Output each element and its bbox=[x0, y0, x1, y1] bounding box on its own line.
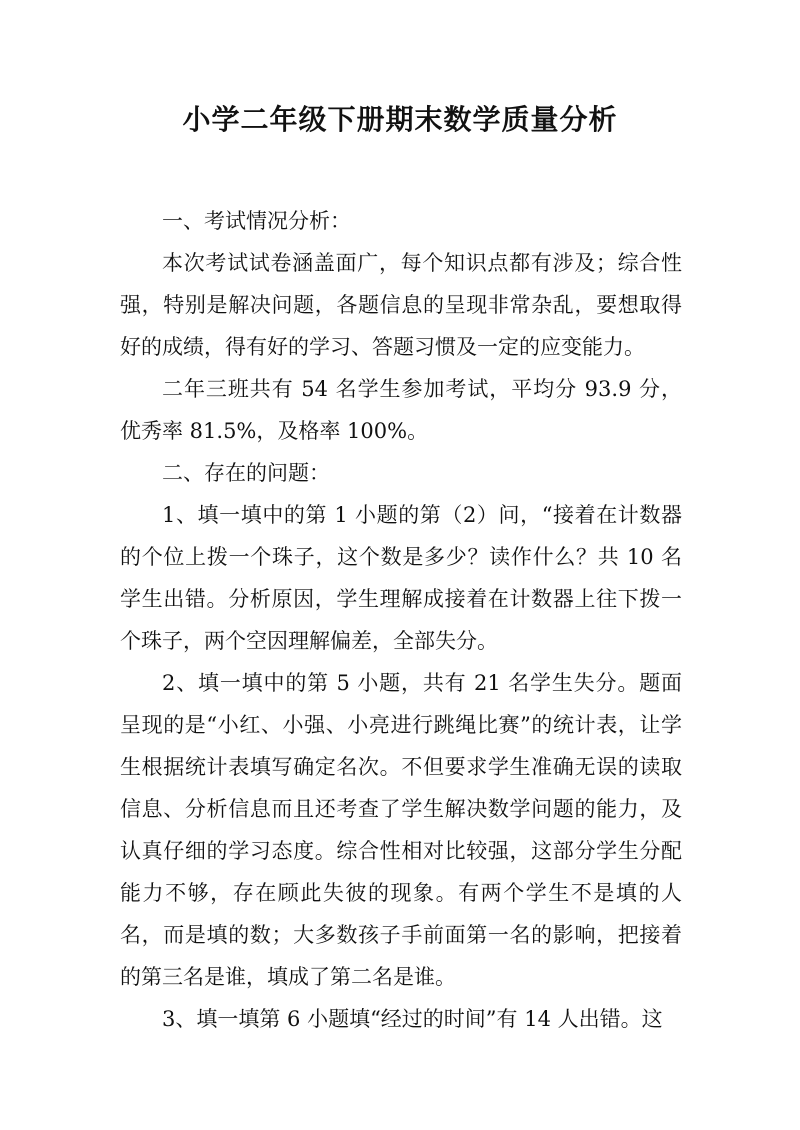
document-body bbox=[120, 200, 682, 1040]
paragraph-class-statistics: 二年三班共有 54 名学生参加考试，平均分 93.9 分，优秀率 81.5%，及格率 100%。 bbox=[120, 377, 682, 443]
section-heading-exam-analysis: 一、考试情况分析： bbox=[162, 209, 351, 233]
section-heading-problems: 二、存在的问题： bbox=[162, 461, 330, 485]
paragraph-exam-overview: 本次考试试卷涵盖面广，每个知识点都有涉及；综合性强，特别是解决问题，各题信息的呈现非常杂乱，要想取得好的成绩，得有好的学习、答题习惯及一定的应变能力。 bbox=[120, 251, 682, 359]
paragraph-problem-2: 2、填一填中的第 5 小题，共有 21 名学生失分。题面呈现的是“小红、小强、小亮进行跳绳比赛”的统计表，让学生根据统计表填写确定名次。不但要求学生准确无误的读取信息、分析信息而且还考查了学生解决数学问题的能力，及认真仔细的学习态度。综合性相对比较强，这部分学生分配能力不够，存在顾此失彼的现象。有两个学生不是填的人名，而是填的数；大多数孩子手前面第一名的影响，把接着的第三名是谁，填成了第二名是谁。 bbox=[120, 671, 682, 989]
paragraph-problem-1: 1、填一填中的第 1 小题的第（2）问，“接着在计数器的个位上拨一个珠子，这个数是多少？读作什么？共 10 名学生出错。分析原因，学生理解成接着在计数器上往下拨一个珠子，两个空因理解偏差，全部失分。 bbox=[120, 503, 682, 653]
document-title: 小学二年级下册期末数学质量分析 bbox=[182, 103, 618, 136]
paragraph-problem-3: 3、填一填第 6 小题填“经过的时间”有 14 人出错。这 bbox=[162, 1007, 663, 1031]
